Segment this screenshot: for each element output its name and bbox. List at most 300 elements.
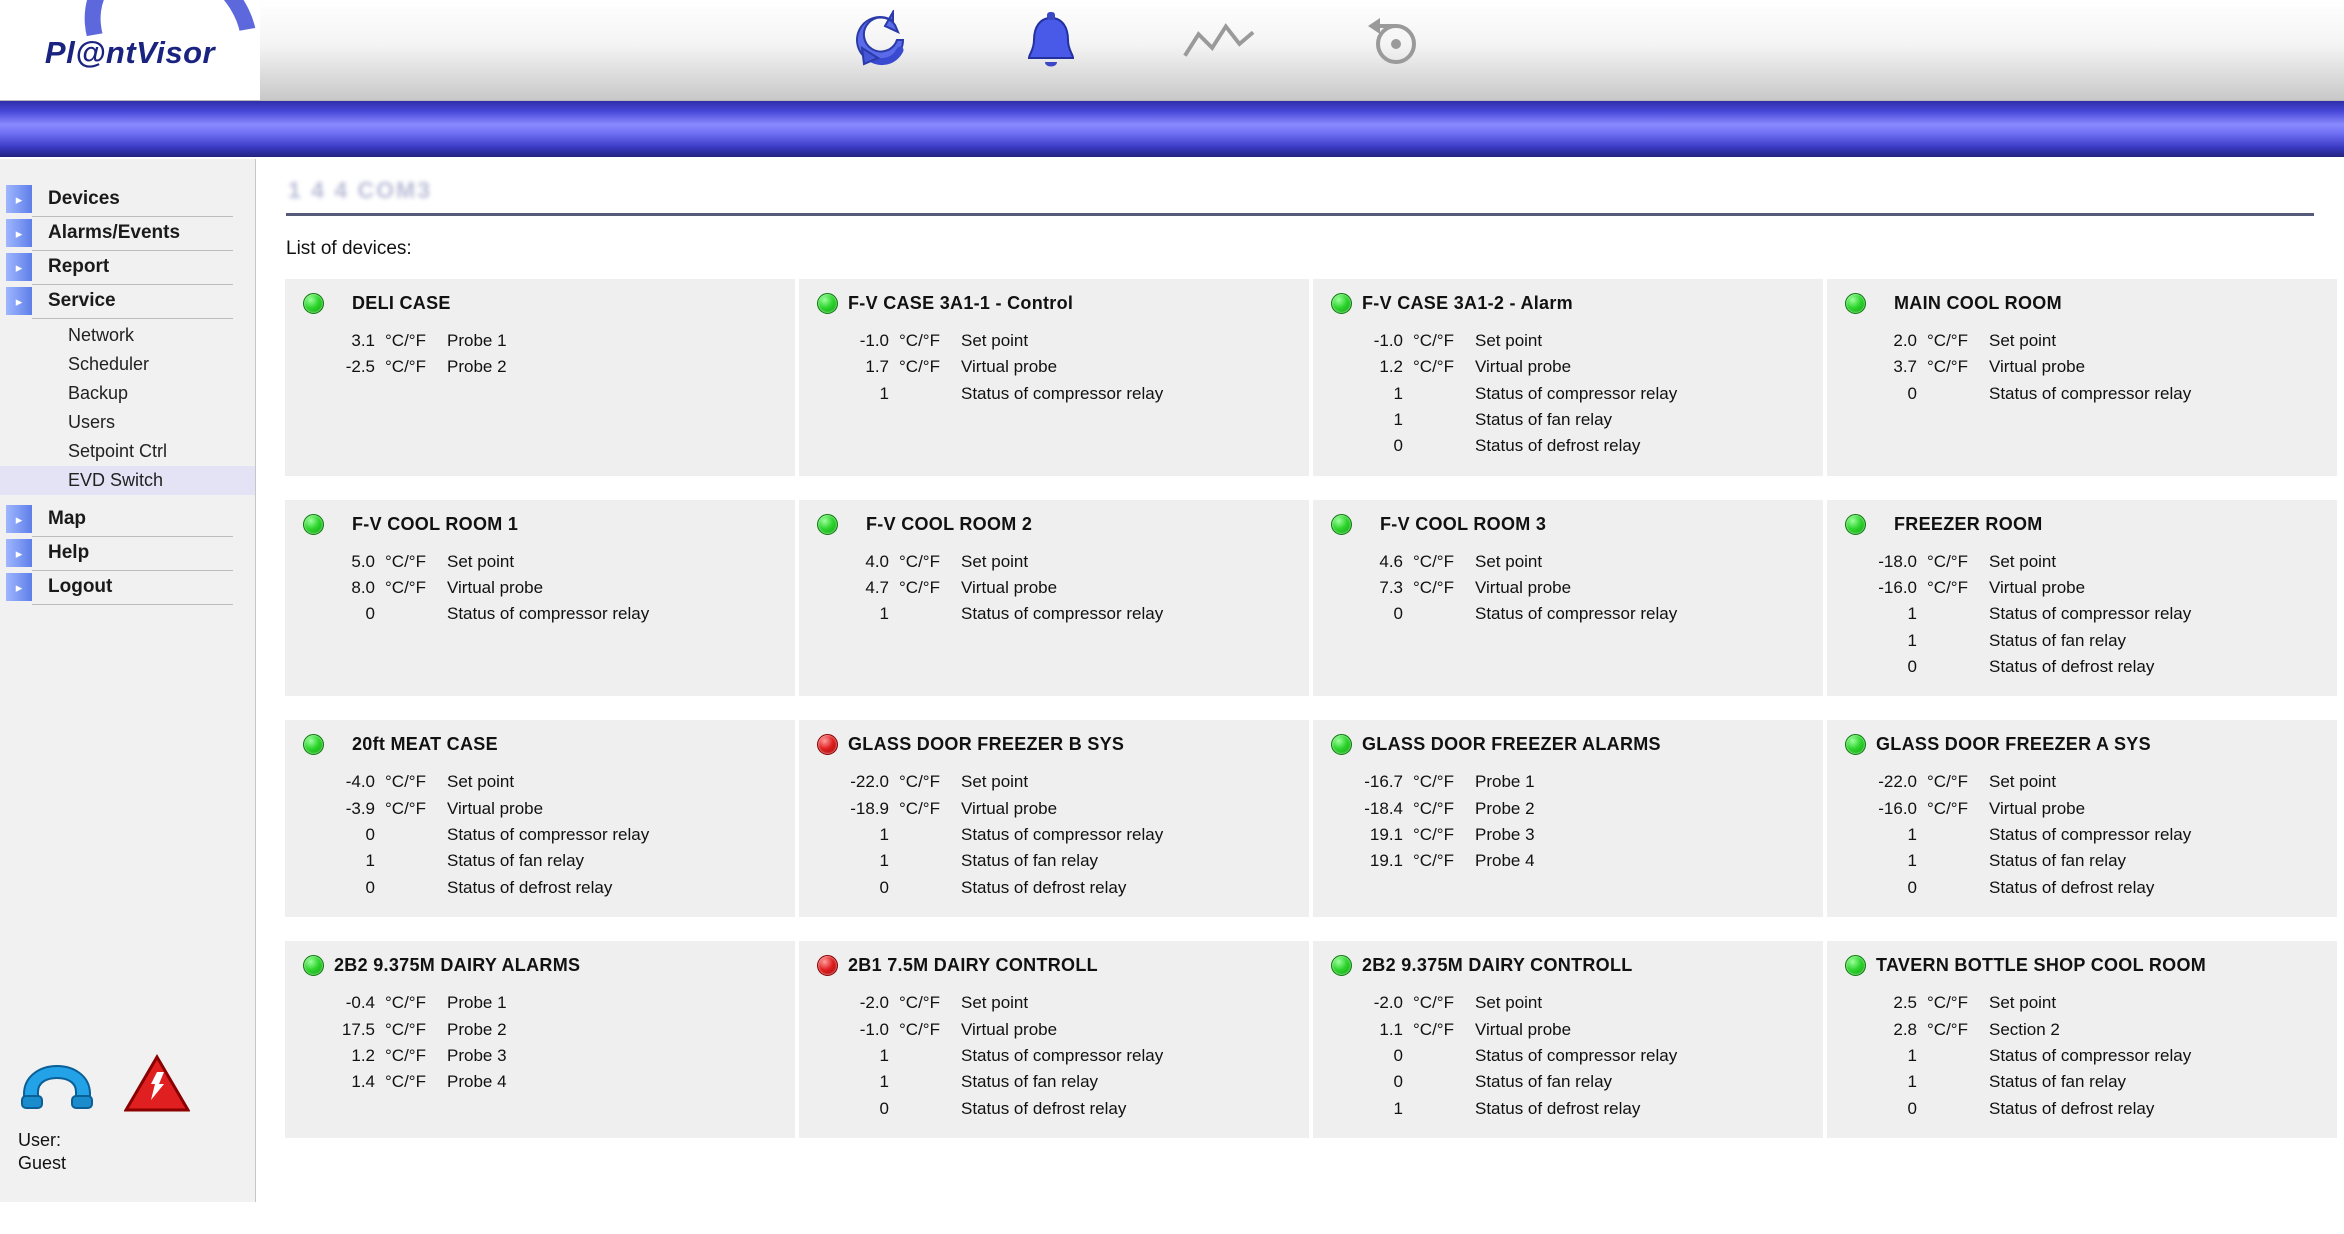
reading-value: -16.7	[1364, 772, 1403, 792]
chevron-right-icon	[6, 573, 32, 601]
status-led-green-icon	[1845, 293, 1866, 314]
reading-unit: °C/°F	[1413, 851, 1454, 871]
reading-unit: °C/°F	[899, 551, 940, 571]
reading-unit: °C/°F	[1927, 1019, 1968, 1039]
reading-label: Status of defrost relay	[447, 877, 613, 897]
chevron-right-icon	[6, 219, 32, 247]
sidebar-subitem-setpoint-ctrl[interactable]: Setpoint Ctrl	[68, 441, 168, 461]
sidebar-item-label: Devices	[32, 185, 233, 217]
device-reading-row	[1839, 601, 2325, 627]
device-readings	[297, 769, 783, 901]
reading-unit	[1413, 381, 1475, 407]
reading-value: -4.0	[345, 772, 375, 792]
reading-label: Virtual probe	[1475, 357, 1572, 377]
reading-value: -1.0	[859, 1019, 889, 1039]
chevron-right-icon	[6, 539, 32, 567]
reading-value: 1	[1907, 1045, 1917, 1065]
device-readings	[297, 990, 783, 1095]
device-card-header	[1839, 955, 2325, 976]
reading-unit	[899, 1043, 961, 1069]
reading-label: Status of defrost relay	[1989, 657, 2155, 677]
reading-unit: °C/°F	[385, 331, 426, 350]
reading-value: 1	[879, 383, 889, 403]
reading-unit: °C/°F	[1413, 798, 1454, 818]
device-reading-row	[297, 328, 783, 354]
list-of-devices-label: List of devices:	[286, 238, 412, 259]
device-reading-row	[1325, 328, 1811, 354]
device-reading-row	[1325, 1043, 1811, 1069]
reading-label: Status of fan relay	[961, 1072, 1099, 1092]
reading-unit	[1927, 822, 1989, 848]
status-led-green-icon	[1845, 734, 1866, 755]
reading-value: 0	[879, 877, 889, 897]
reading-label: Virtual probe	[961, 1019, 1058, 1039]
device-readings	[811, 769, 1297, 901]
reading-value: 0	[365, 877, 375, 897]
alarm-bell-icon[interactable]	[1013, 8, 1089, 80]
status-led-green-icon	[817, 293, 838, 314]
device-card[interactable]	[1312, 278, 1824, 477]
device-card[interactable]	[1826, 278, 2338, 477]
reading-unit: °C/°F	[385, 357, 426, 377]
header-toolbar	[845, 8, 1425, 80]
reading-value: -2.0	[859, 993, 889, 1013]
reading-unit	[899, 1069, 961, 1095]
chevron-glyph: ▸	[15, 511, 23, 527]
device-card[interactable]	[1826, 499, 2338, 698]
device-reading-row	[297, 1043, 783, 1069]
device-readings	[811, 990, 1297, 1122]
device-card[interactable]	[1312, 499, 1824, 698]
device-card[interactable]	[1826, 940, 2338, 1139]
chevron-glyph: ▸	[15, 259, 23, 275]
sidebar-subitem-scheduler[interactable]: Scheduler	[68, 354, 150, 374]
device-readings	[811, 328, 1297, 407]
sidebar-item-service[interactable]	[0, 287, 255, 319]
reading-label: Set point	[447, 772, 515, 792]
device-title: F-V CASE 3A1-1 - Control	[848, 293, 1074, 313]
reading-unit: °C/°F	[1413, 578, 1454, 598]
reading-unit: °C/°F	[899, 357, 940, 377]
reading-value: 1	[1907, 1072, 1917, 1092]
sidebar-subitem-network[interactable]: Network	[68, 325, 135, 345]
reading-label: Status of compressor relay	[961, 1045, 1164, 1065]
sidebar-item-alarms-events[interactable]	[0, 219, 255, 251]
reading-value: 0	[879, 1098, 889, 1118]
reading-value: -22.0	[850, 772, 889, 792]
device-reading-row	[811, 875, 1297, 901]
reading-unit	[1927, 1069, 1989, 1095]
device-card-grid	[284, 278, 2344, 1161]
reading-label: Set point	[1475, 331, 1543, 350]
sidebar-item-label: Logout	[32, 573, 233, 605]
device-card[interactable]	[798, 499, 1310, 698]
reading-label: Status of fan relay	[1475, 1072, 1613, 1092]
user-label: User:	[18, 1130, 62, 1150]
logo	[0, 0, 260, 100]
device-card-header	[1839, 734, 2325, 755]
device-card-header	[1839, 293, 2325, 314]
reading-label: Virtual probe	[1989, 357, 2086, 377]
device-card-header	[1325, 955, 1811, 976]
reading-label: Status of defrost relay	[1475, 436, 1641, 456]
reading-label: Status of compressor relay	[961, 825, 1164, 845]
device-reading-row	[1839, 381, 2325, 407]
reading-unit: °C/°F	[1413, 772, 1454, 792]
reading-label: Set point	[1989, 551, 2057, 571]
reading-unit: °C/°F	[1413, 1019, 1454, 1039]
reading-unit	[1413, 1043, 1475, 1069]
title-divider	[286, 213, 2314, 216]
reading-value: 1	[879, 1045, 889, 1065]
device-reading-row	[1839, 1096, 2325, 1122]
reading-value: -1.0	[859, 331, 889, 350]
reading-value: 1.4	[351, 1072, 375, 1092]
status-led-green-icon	[1845, 955, 1866, 976]
reading-label: Virtual probe	[447, 578, 544, 598]
reading-label: Status of compressor relay	[961, 383, 1164, 403]
reading-value: 17.5	[341, 1019, 375, 1039]
status-led-green-icon	[1845, 514, 1866, 535]
device-card[interactable]	[284, 719, 796, 918]
reading-value: 1	[879, 604, 889, 624]
reading-unit	[899, 848, 961, 874]
reading-label: Probe 4	[1475, 851, 1535, 871]
status-led-green-icon	[303, 734, 324, 755]
sidebar-subitem-evd-switch[interactable]: EVD Switch	[0, 466, 255, 495]
device-title: GLASS DOOR FREEZER A SYS	[1876, 734, 2151, 755]
reading-unit	[1927, 848, 1989, 874]
reading-unit	[1413, 601, 1475, 627]
reading-unit	[899, 601, 961, 627]
device-card[interactable]	[1826, 719, 2338, 918]
device-reading-row	[1839, 628, 2325, 654]
status-led-green-icon	[303, 514, 324, 535]
reading-unit: °C/°F	[1413, 993, 1454, 1013]
reading-label: Status of fan relay	[1989, 630, 2127, 650]
reading-value: -2.0	[1373, 993, 1403, 1013]
reading-value: 0	[1907, 877, 1917, 897]
reading-label: Virtual probe	[1475, 1019, 1572, 1039]
reading-value: 2.5	[1893, 993, 1917, 1013]
reading-value: 2.8	[1893, 1019, 1917, 1039]
device-card[interactable]	[798, 719, 1310, 918]
device-reading-row	[1839, 549, 2325, 575]
reading-label: Status of defrost relay	[1989, 1098, 2155, 1118]
reading-unit: °C/°F	[1927, 357, 1968, 377]
reading-unit	[899, 822, 961, 848]
reading-unit: °C/°F	[1927, 993, 1968, 1013]
sidebar-item-label: Help	[32, 539, 233, 571]
device-title: 20ft MEAT CASE	[352, 734, 498, 755]
sidebar-item-logout[interactable]	[0, 573, 255, 605]
device-reading-row	[297, 1017, 783, 1043]
reading-unit: °C/°F	[899, 772, 940, 792]
reading-label: Probe 2	[1475, 798, 1535, 818]
device-reading-row	[1839, 1069, 2325, 1095]
device-reading-row	[1839, 769, 2325, 795]
device-reading-row	[811, 381, 1297, 407]
sidebar-item-map[interactable]	[0, 505, 255, 537]
device-reading-row	[811, 601, 1297, 627]
device-title: DELI CASE	[352, 293, 451, 313]
device-card-header	[1325, 734, 1811, 755]
reading-label: Probe 3	[1475, 825, 1535, 845]
reading-value: -18.0	[1878, 551, 1917, 571]
reading-value: 1.2	[351, 1045, 375, 1065]
device-reading-row	[811, 328, 1297, 354]
reading-unit	[385, 601, 447, 627]
reading-label: Virtual probe	[1989, 798, 2086, 818]
reading-value: 1	[879, 851, 889, 871]
reading-label: Status of fan relay	[1989, 851, 2127, 871]
reading-value: 4.0	[865, 551, 889, 571]
reading-value: 1	[1907, 630, 1917, 650]
reading-value: 7.3	[1379, 578, 1403, 598]
reading-unit: °C/°F	[1927, 798, 1968, 818]
sidebar-subitem-users[interactable]: Users	[68, 412, 116, 432]
reading-value: -16.0	[1878, 798, 1917, 818]
device-card-header	[297, 514, 783, 535]
device-card-header	[1839, 514, 2325, 535]
reading-unit: °C/°F	[1413, 825, 1454, 845]
device-reading-row	[1839, 1043, 2325, 1069]
device-reading-row	[1325, 796, 1811, 822]
reading-value: 0	[1393, 1045, 1403, 1065]
device-readings	[1839, 990, 2325, 1122]
device-title: F-V COOL ROOM 3	[1380, 513, 1547, 534]
reading-unit: °C/°F	[899, 331, 940, 350]
reading-label: Status of compressor relay	[961, 604, 1164, 624]
reading-unit	[1927, 875, 1989, 901]
sidebar-item-label: Alarms/Events	[32, 219, 233, 251]
device-reading-row	[1839, 796, 2325, 822]
reading-label: Section 2	[1989, 1019, 2060, 1039]
device-reading-row	[1325, 575, 1811, 601]
device-card[interactable]	[1312, 719, 1824, 918]
device-reading-row	[811, 354, 1297, 380]
device-reading-row	[1325, 407, 1811, 433]
reading-unit: °C/°F	[385, 993, 426, 1013]
sidebar-nav	[0, 159, 255, 605]
device-readings	[1839, 769, 2325, 901]
reading-value: 2.0	[1893, 331, 1917, 350]
device-card-header	[1325, 293, 1811, 314]
device-reading-row	[297, 796, 783, 822]
reading-label: Status of fan relay	[961, 851, 1099, 871]
chevron-glyph: ▸	[15, 579, 23, 595]
reading-unit: °C/°F	[385, 798, 426, 818]
device-card[interactable]	[798, 940, 1310, 1139]
reading-label: Set point	[1475, 551, 1543, 571]
device-reading-row	[1325, 549, 1811, 575]
sidebar-item-label: Report	[32, 253, 233, 285]
sidebar-item-help[interactable]	[0, 539, 255, 571]
reading-unit: °C/°F	[385, 578, 426, 598]
device-card[interactable]	[1312, 940, 1824, 1139]
device-reading-row	[297, 990, 783, 1016]
reading-value: -2.5	[345, 357, 375, 377]
history-icon[interactable]	[1349, 8, 1425, 80]
chevron-right-icon	[6, 185, 32, 213]
reading-label: Probe 4	[447, 1072, 507, 1092]
chevron-glyph: ▸	[15, 545, 23, 561]
reading-value: 0	[1907, 657, 1917, 677]
reading-unit: °C/°F	[1927, 331, 1968, 350]
chart-icon[interactable]	[1181, 8, 1257, 80]
reading-value: -0.4	[345, 993, 375, 1013]
device-reading-row	[1839, 654, 2325, 680]
reading-label: Set point	[961, 331, 1029, 350]
sidebar-item-devices[interactable]	[0, 185, 255, 217]
status-led-green-icon	[303, 955, 324, 976]
device-reading-row	[811, 575, 1297, 601]
reading-label: Set point	[1989, 772, 2057, 792]
device-reading-row	[1325, 433, 1811, 459]
reading-unit	[899, 1096, 961, 1122]
device-reading-row	[1839, 822, 2325, 848]
device-card-header	[297, 734, 783, 755]
device-reading-row	[811, 769, 1297, 795]
device-reading-row	[1325, 769, 1811, 795]
device-reading-row	[297, 354, 783, 380]
reading-label: Probe 3	[447, 1045, 507, 1065]
device-reading-row	[811, 1043, 1297, 1069]
reading-label: Probe 1	[1475, 772, 1535, 792]
device-reading-row	[1325, 354, 1811, 380]
device-readings	[1325, 328, 1811, 460]
device-reading-row	[811, 1017, 1297, 1043]
sidebar-item-label: Service	[32, 287, 233, 319]
status-led-green-icon	[1331, 514, 1352, 535]
reading-value: 0	[1393, 604, 1403, 624]
device-reading-row	[1839, 875, 2325, 901]
reading-label: Status of compressor relay	[1989, 604, 2192, 624]
reading-label: Set point	[961, 993, 1029, 1013]
device-reading-row	[1839, 1017, 2325, 1043]
reading-unit: °C/°F	[385, 1019, 426, 1039]
reading-label: Status of compressor relay	[447, 825, 650, 845]
reading-unit	[1413, 407, 1475, 433]
device-card-header	[811, 514, 1297, 535]
reading-label: Probe 2	[447, 357, 507, 377]
reading-value: 1	[879, 1072, 889, 1092]
reading-value: 4.7	[865, 578, 889, 598]
reading-unit: °C/°F	[1927, 578, 1968, 598]
sidebar	[0, 159, 256, 1202]
reading-value: 1	[1907, 825, 1917, 845]
chevron-right-icon	[6, 287, 32, 315]
device-reading-row	[811, 1096, 1297, 1122]
reading-unit: °C/°F	[899, 578, 940, 598]
reading-unit	[1927, 601, 1989, 627]
reading-value: 1	[1907, 851, 1917, 871]
device-card[interactable]	[284, 499, 796, 698]
sidebar-subitem-backup[interactable]: Backup	[68, 383, 129, 403]
device-reading-row	[811, 848, 1297, 874]
refresh-icon[interactable]	[845, 8, 921, 80]
device-reading-row	[1839, 575, 2325, 601]
reading-label: Status of compressor relay	[1475, 1045, 1678, 1065]
reading-unit: °C/°F	[385, 1072, 426, 1092]
device-readings	[811, 549, 1297, 628]
reading-value: 0	[1907, 383, 1917, 403]
device-reading-row	[297, 575, 783, 601]
device-card-header	[811, 734, 1297, 755]
device-title: 2B2 9.375M DAIRY ALARMS	[334, 955, 581, 976]
device-reading-row	[1325, 1096, 1811, 1122]
reading-unit	[899, 381, 961, 407]
reading-unit	[899, 875, 961, 901]
warning-triangle-icon[interactable]	[124, 1054, 190, 1119]
device-reading-row	[1325, 990, 1811, 1016]
reading-value: -18.9	[850, 798, 889, 818]
reading-value: 5.0	[351, 551, 375, 571]
device-card[interactable]	[798, 278, 1310, 477]
device-reading-row	[1325, 601, 1811, 627]
status-led-green-icon	[1331, 734, 1352, 755]
status-led-green-icon	[303, 293, 324, 314]
phone-icon[interactable]	[18, 1058, 96, 1119]
logo-text: Pl@ntVisor	[44, 35, 216, 70]
reading-label: Virtual probe	[961, 798, 1058, 818]
reading-label: Status of compressor relay	[1475, 604, 1678, 624]
sidebar-item-report[interactable]	[0, 253, 255, 285]
device-reading-row	[1325, 822, 1811, 848]
chevron-glyph: ▸	[15, 191, 23, 207]
device-card[interactable]	[284, 278, 796, 477]
reading-label: Set point	[1989, 331, 2057, 350]
reading-value: 3.1	[351, 331, 375, 350]
reading-value: 1	[1907, 604, 1917, 624]
reading-label: Status of fan relay	[447, 851, 585, 871]
reading-unit	[385, 822, 447, 848]
reading-unit	[385, 875, 447, 901]
reading-label: Set point	[1989, 993, 2057, 1013]
device-card-header	[297, 955, 783, 976]
app-header	[0, 0, 2344, 101]
title-band	[0, 101, 2344, 159]
device-reading-row	[297, 1069, 783, 1095]
device-card[interactable]	[284, 940, 796, 1139]
reading-label: Set point	[961, 551, 1029, 571]
reading-label: Status of compressor relay	[447, 604, 650, 624]
reading-label: Virtual probe	[447, 798, 544, 818]
reading-unit	[1413, 1069, 1475, 1095]
device-readings	[1839, 328, 2325, 407]
reading-value: 1	[365, 851, 375, 871]
reading-label: Status of defrost relay	[961, 877, 1127, 897]
reading-unit	[1927, 654, 1989, 680]
device-title: TAVERN BOTTLE SHOP COOL ROOM	[1876, 955, 2207, 976]
reading-value: 3.7	[1893, 357, 1917, 377]
reading-label: Virtual probe	[961, 578, 1058, 598]
reading-unit: °C/°F	[1927, 551, 1968, 571]
reading-unit	[1927, 381, 1989, 407]
reading-value: -22.0	[1878, 772, 1917, 792]
device-card-header	[297, 293, 783, 314]
reading-value: -18.4	[1364, 798, 1403, 818]
device-reading-row	[1325, 1069, 1811, 1095]
reading-label: Set point	[961, 772, 1029, 792]
device-reading-row	[297, 822, 783, 848]
device-reading-row	[1839, 990, 2325, 1016]
reading-unit: °C/°F	[1413, 331, 1454, 350]
device-reading-row	[811, 549, 1297, 575]
device-reading-row	[1839, 354, 2325, 380]
device-reading-row	[811, 822, 1297, 848]
device-readings	[1325, 549, 1811, 628]
